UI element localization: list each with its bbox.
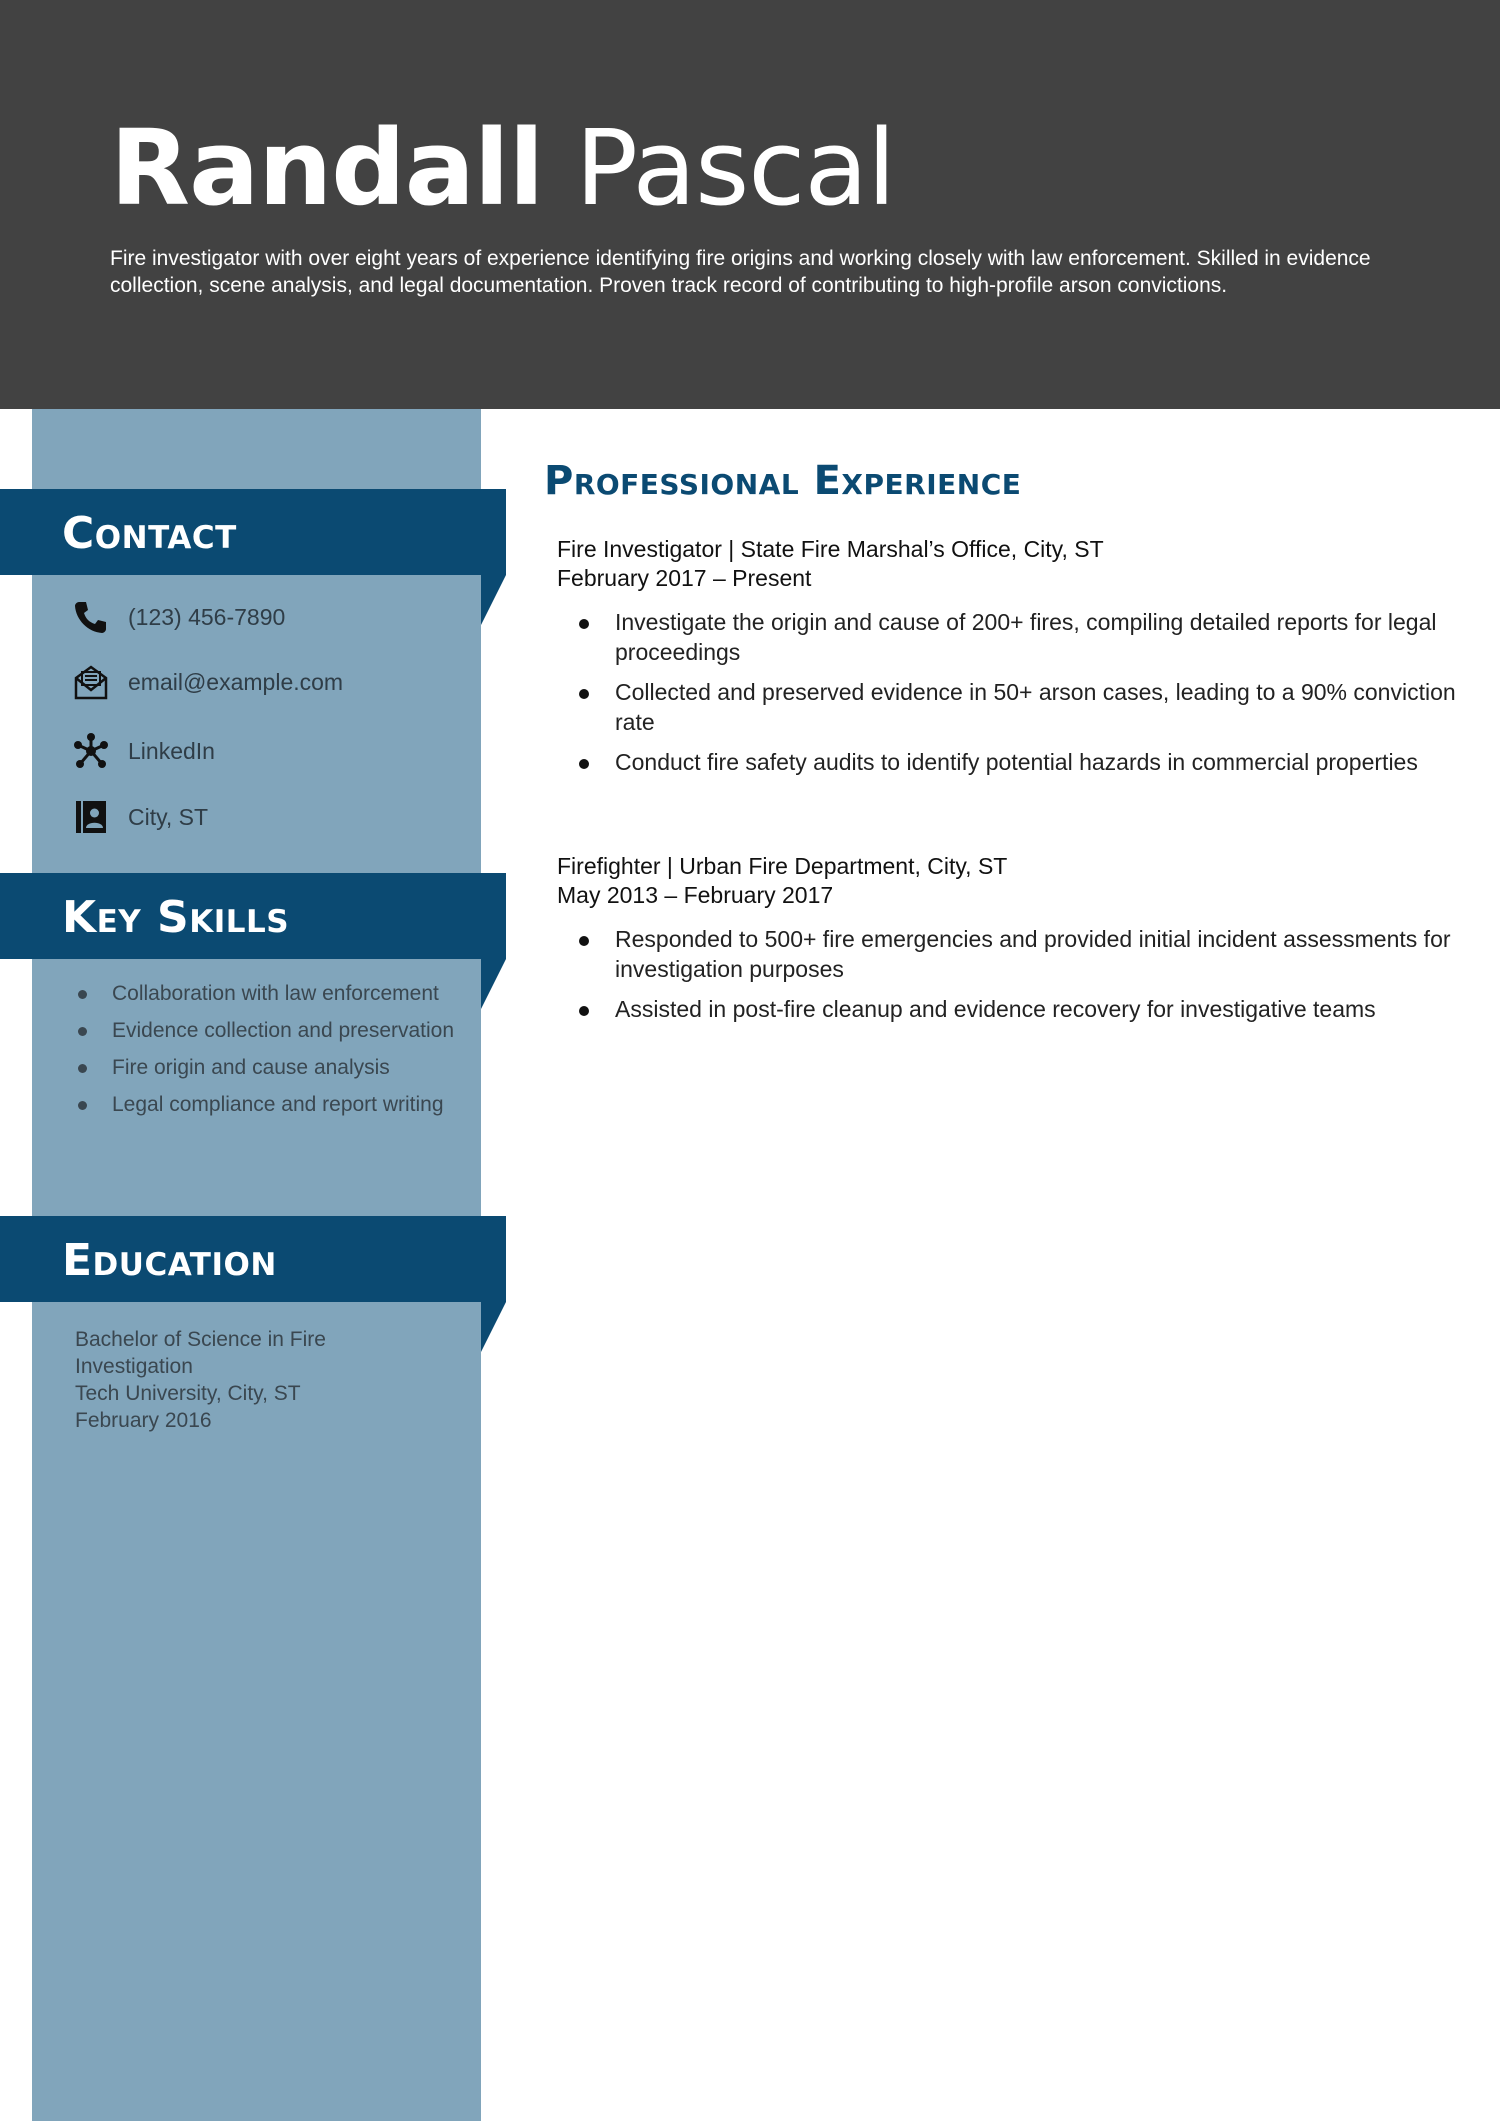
- skill-item: Legal compliance and report writing: [76, 1091, 466, 1118]
- contact-band-tail: [481, 575, 506, 625]
- education-entry: [75, 1326, 435, 1434]
- skills-heading: Key Skills: [62, 892, 290, 943]
- candidate-name: [110, 108, 895, 228]
- job-bullet: Conduct fire safety audits to identify potential hazards in commercial properties: [557, 747, 1457, 777]
- location: City, ST: [128, 803, 209, 830]
- phone-number: (123) 456-7890: [128, 603, 286, 630]
- skill-item: Collaboration with law enforcement: [76, 980, 466, 1007]
- skill-item: Evidence collection and preservation: [76, 1017, 466, 1044]
- job-dates: February 2017 – Present: [557, 565, 812, 591]
- skills-list: [76, 980, 466, 1128]
- contact-phone[interactable]: [72, 597, 285, 637]
- linkedin-icon: [72, 732, 110, 770]
- skill-item: Fire origin and cause analysis: [76, 1054, 466, 1081]
- email-icon: [72, 663, 110, 701]
- job-title: Firefighter | Urban Fire Department, City, ST: [557, 853, 1008, 879]
- job-bullet: Assisted in post-fire cleanup and evidence recovery for investigative teams: [557, 994, 1457, 1024]
- job-bullets: [557, 924, 1457, 1024]
- job-bullet: Collected and preserved evidence in 50+ arson cases, leading to a 90% conviction rate: [557, 677, 1457, 737]
- header: [0, 0, 1500, 409]
- summary: Fire investigator with over eight years of experience identifying fire origins and working closely with law enforcement. Skilled in evidence collection, scene analysis, and legal documentation. Proven track record of contributing to high-profile arson convictions.: [110, 247, 1371, 297]
- skills-band: [0, 873, 506, 959]
- contact-location[interactable]: [72, 797, 208, 837]
- linkedin-link: LinkedIn: [128, 737, 215, 764]
- phone-icon: [72, 598, 110, 636]
- job-entry-1: [557, 535, 1457, 787]
- job-dates: May 2013 – February 2017: [557, 882, 834, 908]
- job-bullet: Investigate the origin and cause of 200+ fires, compiling detailed reports for legal proceedings: [557, 607, 1457, 667]
- education-band-tail: [481, 1302, 506, 1352]
- contact-band: [0, 489, 506, 575]
- skills-band-tail: [481, 959, 506, 1009]
- school: Tech University, City, ST: [75, 1382, 301, 1405]
- degree: Bachelor of Science in Fire Investigation: [75, 1328, 326, 1378]
- contact-linkedin[interactable]: [72, 731, 215, 771]
- contact-heading: Contact: [62, 508, 237, 559]
- job-entry-2: [557, 852, 1457, 1034]
- email-address: email@example.com: [128, 668, 344, 695]
- last-name: Pascal: [575, 107, 896, 229]
- education-heading: Education: [62, 1235, 277, 1286]
- contact-email[interactable]: [72, 662, 343, 702]
- job-bullets: [557, 607, 1457, 777]
- job-title: Fire Investigator | State Fire Marshal’s Office, City, ST: [557, 536, 1104, 562]
- experience-heading: Professional Experience: [544, 458, 1022, 504]
- first-name: Randall: [110, 107, 544, 229]
- education-band: [0, 1216, 506, 1302]
- address-book-icon: [72, 798, 110, 836]
- graduation-date: February 2016: [75, 1409, 212, 1432]
- job-bullet: Responded to 500+ fire emergencies and provided initial incident assessments for investigation purposes: [557, 924, 1457, 984]
